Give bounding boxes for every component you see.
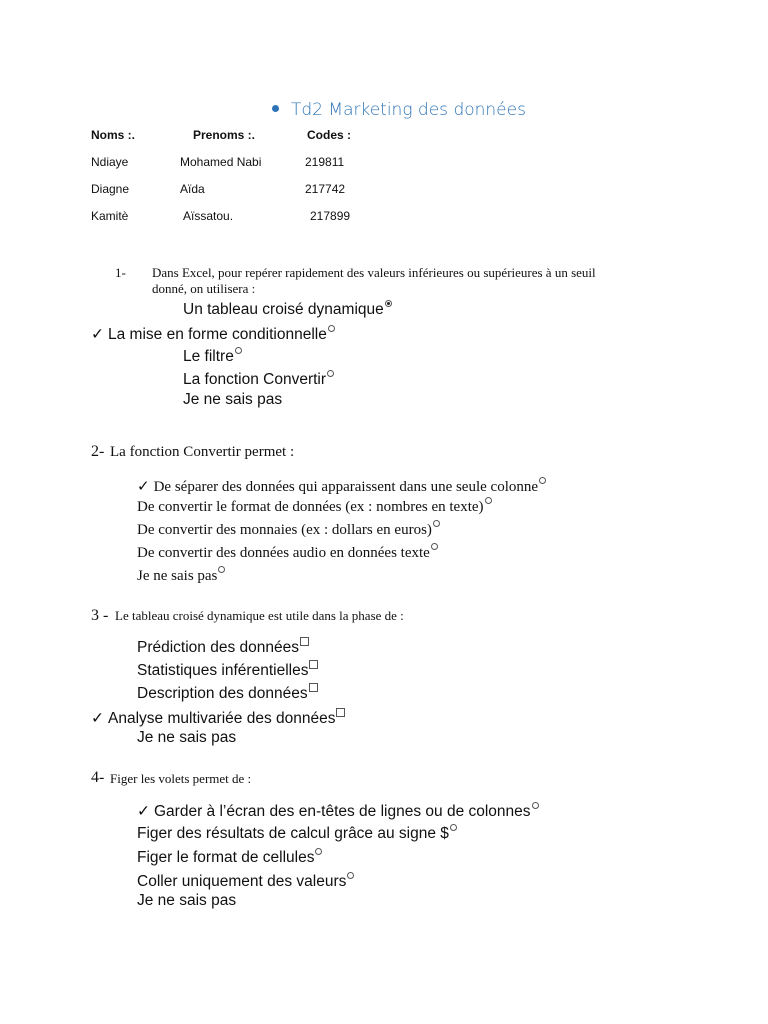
q2-option[interactable]: De convertir des données audio en données texte — [137, 545, 438, 562]
q3-option[interactable]: Description des données — [137, 685, 318, 703]
question-text: donné, on utilisera : — [152, 281, 256, 296]
header-noms: Noms :. — [91, 128, 136, 142]
q1-option[interactable]: Le filtre — [183, 348, 242, 366]
q2-option[interactable]: Je ne sais pas — [137, 568, 225, 585]
q1-option[interactable]: La fonction Convertir — [183, 371, 334, 389]
q1-option[interactable]: Je ne sais pas — [183, 391, 283, 408]
question-number: 4- — [91, 769, 105, 786]
checkmark-icon: ✓ — [91, 710, 104, 727]
q4-option[interactable]: Figer le format de cellules — [137, 849, 322, 867]
table-cell: 219811 — [305, 155, 345, 169]
q4-option[interactable]: Figer des résultats de calcul grâce au signe $ — [137, 825, 457, 843]
question-text: Figer les volets permet de : — [110, 771, 252, 786]
q3-option[interactable]: Je ne sais pas — [137, 729, 237, 746]
radio-icon[interactable] — [218, 566, 225, 573]
table-cell: Aïda — [180, 182, 205, 196]
q2-option[interactable]: De convertir des monnaies (ex : dollars en euros) — [137, 522, 440, 539]
radio-icon[interactable] — [347, 872, 354, 879]
question-text: La fonction Convertir permet : — [110, 444, 295, 460]
radio-icon[interactable] — [315, 848, 322, 855]
checkbox-icon[interactable] — [336, 708, 345, 717]
header-codes: Codes : — [307, 128, 352, 142]
table-cell: 217742 — [305, 182, 346, 196]
table-cell: Diagne — [91, 182, 130, 196]
header-prenoms: Prenoms :. — [193, 128, 256, 142]
radio-icon[interactable] — [532, 802, 539, 809]
radio-selected-icon[interactable] — [385, 300, 392, 307]
radio-icon[interactable] — [327, 370, 334, 377]
bullet-icon — [272, 105, 279, 112]
table-cell: Mohamed Nabi — [180, 155, 262, 169]
question-number: 1- — [115, 265, 126, 280]
radio-icon[interactable] — [235, 347, 242, 354]
question-text: Le tableau croisé dynamique est utile dans la phase de : — [115, 608, 404, 623]
radio-icon[interactable] — [539, 477, 546, 484]
radio-icon[interactable] — [450, 824, 457, 831]
table-cell: 217899 — [310, 209, 351, 223]
q1-option[interactable]: ✓ La mise en forme conditionnelle — [91, 325, 335, 344]
q2-option[interactable]: ✓ De séparer des données qui apparaissent dans une seule colonne — [137, 477, 546, 496]
table-cell: Kamitè — [91, 209, 129, 223]
document-title — [272, 100, 526, 120]
q3-option[interactable]: Statistiques inférentielles — [137, 662, 318, 680]
question-number: 2- — [91, 443, 105, 460]
q3-option[interactable]: Prédiction des données — [137, 639, 309, 657]
radio-icon[interactable] — [431, 543, 438, 550]
q1-option[interactable]: Un tableau croisé dynamique — [183, 301, 392, 319]
radio-icon[interactable] — [485, 497, 492, 504]
question-text: Dans Excel, pour repérer rapidement des valeurs inférieures ou supérieures à un seuil — [152, 265, 596, 280]
title-text: Td2 Marketing des données — [291, 100, 526, 120]
q2-option[interactable]: De convertir le format de données (ex : nombres en texte) — [137, 499, 492, 516]
table-cell: Ndiaye — [91, 155, 129, 169]
q4-option[interactable]: Coller uniquement des valeurs — [137, 873, 354, 891]
radio-icon[interactable] — [433, 520, 440, 527]
q4-option[interactable]: Je ne sais pas — [137, 892, 237, 909]
checkmark-icon: ✓ — [137, 803, 150, 820]
q4-option[interactable]: ✓ Garder à l’écran des en-têtes de lignes ou de colonnes — [137, 802, 539, 821]
checkbox-icon[interactable] — [309, 660, 318, 669]
checkmark-icon: ✓ — [91, 326, 104, 343]
checkbox-icon[interactable] — [309, 683, 318, 692]
radio-icon[interactable] — [328, 325, 335, 332]
q3-option[interactable]: ✓ Analyse multivariée des données — [91, 709, 345, 728]
question-number: 3 - — [91, 607, 109, 624]
checkbox-icon[interactable] — [300, 637, 309, 646]
table-cell: Aïssatou. — [183, 209, 234, 223]
checkmark-icon: ✓ — [137, 478, 150, 495]
